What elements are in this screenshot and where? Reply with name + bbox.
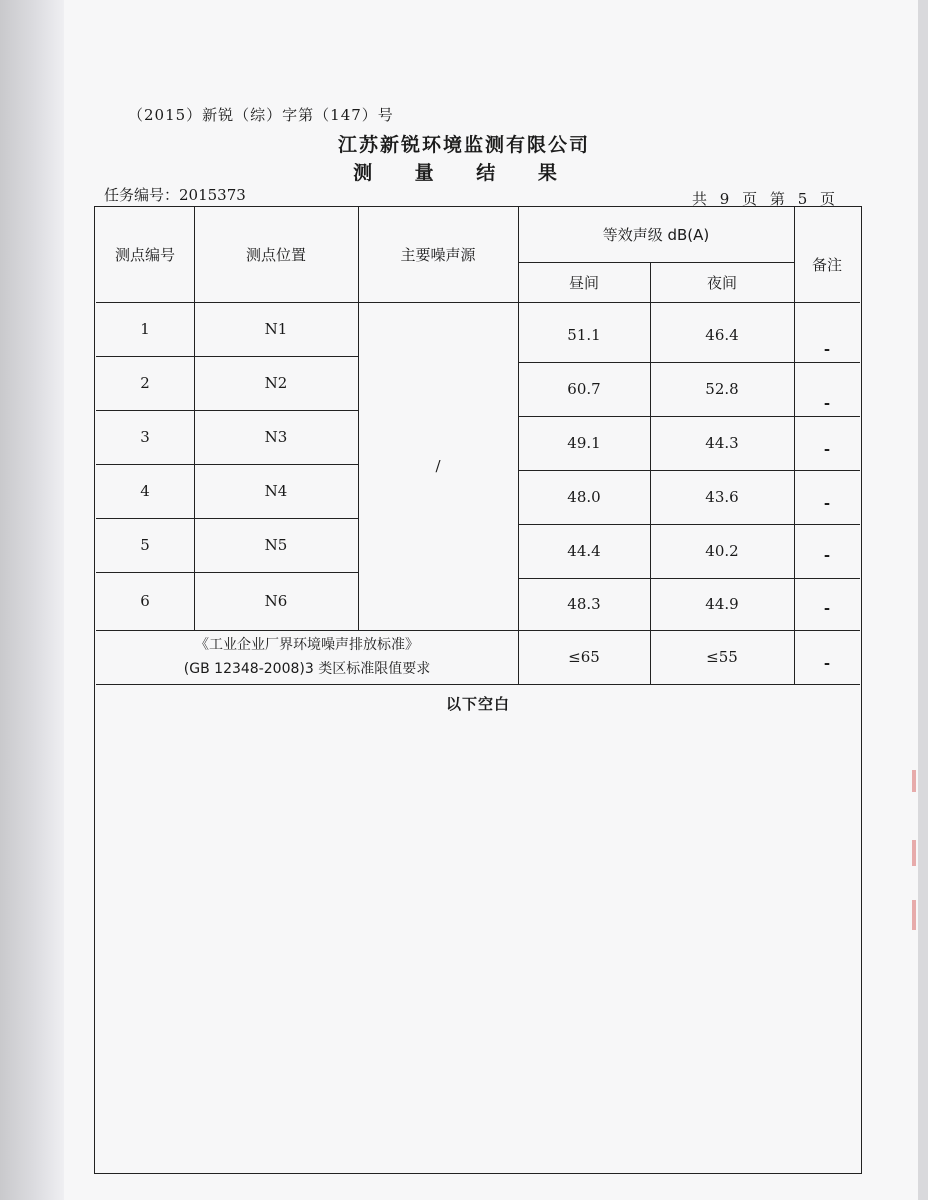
standard-remark: - [823,654,831,672]
document-number: （2015）新锐（综）字第（147）号 [128,106,394,124]
table-cell-night: 52.8 [705,380,739,398]
standard-night-limit: ≤55 [706,648,738,666]
table-cell-point-no: 4 [140,482,150,500]
table-cell-night: 44.3 [705,434,739,452]
table-cell-remark: - [823,599,831,617]
table-cell-location: N1 [264,320,288,338]
table-cell-remark: - [823,394,831,412]
header-night: 夜间 [706,273,737,292]
table-cell-night: 43.6 [705,488,739,506]
table-cell-point-no: 2 [140,374,150,392]
header-day: 昼间 [568,273,599,292]
table-cell-day: 49.1 [567,434,601,452]
header-point-no: 测点编号 [114,246,175,264]
document-title: 测 量 结 果 [353,162,575,184]
table-cell-remark: - [823,494,831,512]
current-page: 5 [797,190,810,208]
grid-line [96,684,860,685]
table-cell-night: 40.2 [705,542,739,560]
header-point-location: 测点位置 [245,246,306,264]
current-page-label: 第 [769,190,787,208]
task-number: 任务编号：2015373 [104,186,246,204]
table-cell-day: 51.1 [567,326,601,344]
table-cell-point-no: 6 [140,592,150,610]
page-unit: 页 [742,190,760,208]
company-name: 江苏新锐环境监测有限公司 [337,134,590,156]
table-cell-location: N4 [264,482,288,500]
noise-source-value: / [435,457,441,475]
table-cell-remark: - [823,440,831,458]
total-pages-label: 共 [692,190,710,208]
total-pages: 9 [719,190,732,208]
table-cell-day: 48.0 [567,488,601,506]
table-cell-night: 46.4 [705,326,739,344]
table-cell-remark: - [823,340,831,358]
table-cell-day: 60.7 [567,380,601,398]
blank-below-note: 以下空白 [445,694,510,713]
table-cell-location: N3 [264,428,288,446]
header-noise-source: 主要噪声源 [400,246,476,264]
table-cell-night: 44.9 [705,595,739,613]
standard-day-limit: ≤65 [568,648,600,666]
table-cell-point-no: 1 [140,320,150,338]
table-cell-point-no: 3 [140,428,150,446]
table-cell-location: N5 [264,536,288,554]
standard-description [96,630,518,684]
red-ink-mark [912,770,916,792]
table-cell-day: 48.3 [567,595,601,613]
page-unit: 页 [820,190,838,208]
table-cell-location: N2 [264,374,288,392]
red-ink-mark [912,900,916,930]
header-equiv-level: 等效声级 dB(A) [602,226,710,244]
header-remark: 备注 [811,256,842,274]
table-cell-point-no: 5 [140,536,150,554]
standard-name: 《工业企业厂界环境噪声排放标准》 [195,637,419,653]
red-ink-mark [912,840,916,866]
table-cell-remark: - [823,546,831,564]
standard-code: (GB 12348-2008)3 类区标准限值要求 [183,661,431,677]
table-cell-day: 44.4 [567,542,601,560]
table-cell-location: N6 [264,592,288,610]
